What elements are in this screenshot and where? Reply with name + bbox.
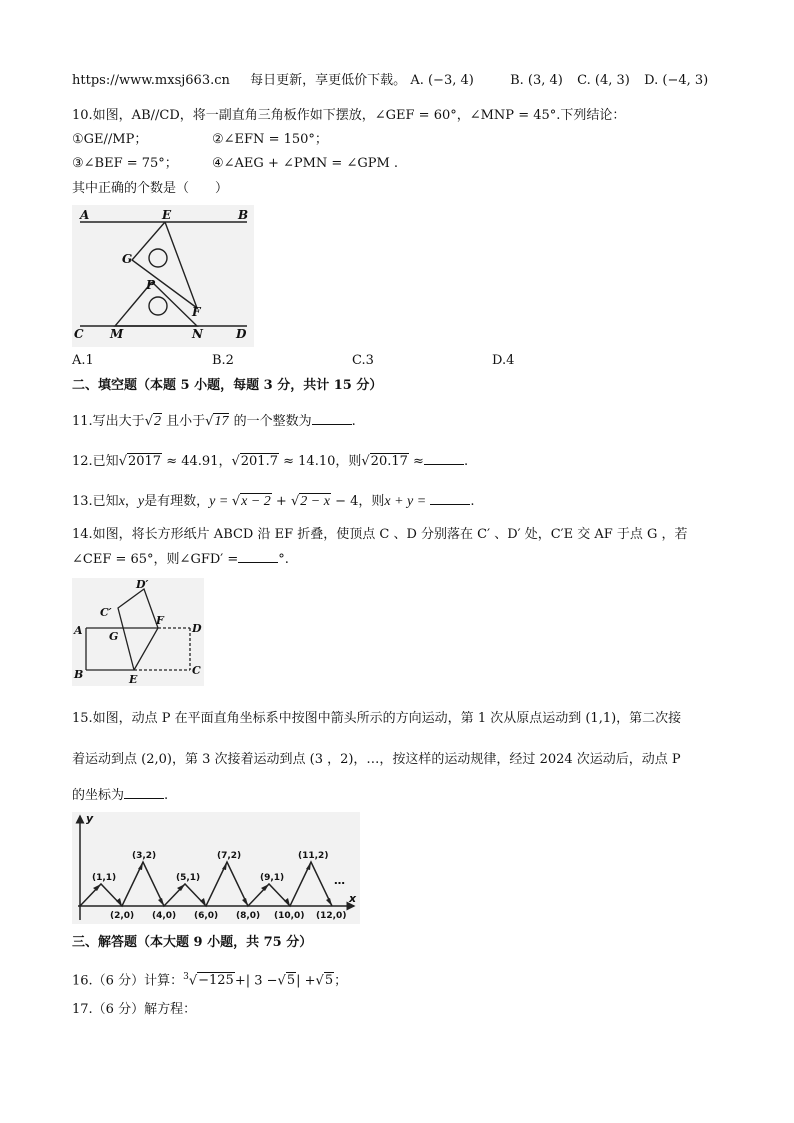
q13-var-x: x [118, 494, 125, 509]
q13-answer-blank[interactable] [430, 492, 470, 505]
q12-radicand-2: 201.7 [240, 454, 278, 469]
q13-var-y: y [137, 494, 145, 509]
q15-answer-blank[interactable] [124, 786, 164, 799]
q10-intro: 10.如图，AB//CD，将一副直角三角板作如下摆放，∠GEF = 60°，∠MNP = 45°.下列结论： [72, 108, 626, 123]
q15-bottom-4: (8,0) [236, 911, 261, 921]
q11-period: . [351, 414, 356, 429]
q10-conclusions-row1 [72, 131, 328, 149]
q11-radicand-1: 2 [153, 414, 161, 429]
q14-label-f: F [156, 614, 164, 627]
q15-bottom-2: (4,0) [152, 911, 177, 921]
q12-text-c: ≈ 14.10，则 [283, 454, 362, 469]
q15-peak-6: (11,2) [298, 851, 329, 861]
section2-title: 二、填空题（本题 5 小题，每题 3 分，共计 15 分） [72, 378, 383, 393]
q15-ellipsis: … [334, 874, 345, 887]
q13-text-c: 是有理数， [144, 494, 210, 509]
q14-label-c-prime: C′ [100, 606, 112, 619]
q14-label-g: G [109, 630, 119, 643]
q12-radicand-1: 2017 [127, 454, 162, 469]
q10-conclusion-3: ③∠BEF = 75°； [72, 156, 178, 171]
q10-label-n: N [192, 327, 203, 341]
q16-radicand-2: 5 [286, 973, 296, 989]
q15-bottom-5: (10,0) [274, 911, 305, 921]
q14-text-b: °. [278, 552, 289, 567]
q10-label-p: P [146, 278, 156, 292]
q15-peak-3: (5,1) [176, 873, 201, 883]
q15-line1: 15.如图，动点 P 在平面直角坐标系中按图中箭头所示的方向运动，第 1 次从原点运动到 (1,1)，第二次接 [72, 711, 682, 726]
q16: 16.（6 分）计算：$^3$√−125+| 3 −√5| +√5； [72, 972, 348, 989]
q10-option-b[interactable]: B.2 [212, 353, 234, 368]
q15-figure [72, 812, 360, 924]
q12-text-d: ≈ [413, 454, 424, 469]
q10-option-d[interactable]: D.4 [492, 353, 515, 368]
q15-peak-1: (1,1) [92, 873, 117, 883]
q13-text-a: 13.已知 [72, 494, 119, 509]
q16-radicand-3: 5 [324, 973, 334, 989]
q13-radicand-1: x − 2 [241, 494, 271, 509]
q13-radicand-2: 2 − x [300, 494, 330, 509]
q10-label-b: B [238, 208, 249, 222]
q12-radicand-3: 20.17 [370, 454, 408, 469]
q15-peak-5: (9,1) [260, 873, 285, 883]
q10-label-c: C [74, 327, 84, 341]
q15-axis-x-label: x [349, 892, 357, 905]
q13-text-b: ， [124, 494, 138, 509]
q16-text-b: +| 3 − [234, 973, 278, 989]
header-option-a: A. (−3, 4) [410, 73, 474, 88]
q15-line3 [72, 786, 168, 805]
q10-conclusion-2: ②∠EFN = 150°； [212, 132, 328, 147]
q16-radicand-1: −125 [198, 973, 234, 989]
header-line [72, 72, 708, 90]
q11: 11.写出大于√2 且小于√17 的一个整数为 . [72, 414, 356, 429]
header-option-b: B. (3, 4) [510, 73, 563, 88]
q15-text-a: 的坐标为 [72, 788, 125, 803]
q16-text-d: ； [334, 973, 348, 989]
q14-label-a: A [74, 624, 83, 637]
q14-line1: 14.如图，将长方形纸片 ABCD 沿 EF 折叠，使顶点 C 、D 分别落在 C′ 、D′ 处，C′E 交 AF 于点 G ，若 [72, 527, 688, 542]
q14-figure [72, 578, 204, 686]
q11-text-a: 11.写出大于 [72, 414, 145, 429]
q10-label-g: G [122, 252, 133, 266]
q13: 13.已知x，y是有理数，y = √x − 2 + √2 − x − 4，则x + y = . [72, 494, 475, 509]
q14-label-d-prime: D′ [136, 578, 149, 591]
q13-text-tail: − 4，则 [330, 494, 385, 509]
q11-text-b: 且小于 [166, 414, 206, 429]
q11-text-c: 的一个整数为 [233, 414, 312, 429]
q10-label-m: M [110, 327, 124, 341]
q10-conclusions-row2 [72, 155, 398, 173]
q15-bottom-6: (12,0) [316, 911, 347, 921]
q10-option-a[interactable]: A.1 [72, 353, 94, 368]
q17: 17.（6 分）解方程： [72, 1002, 197, 1017]
q10-conclusion-4: ④∠AEG + ∠PMN = ∠GPM . [212, 156, 399, 171]
q14-text-a: ∠CEF = 65°，则∠GFD′ = [72, 552, 239, 567]
q14-answer-blank[interactable] [238, 550, 278, 563]
q16-text-c: | + [296, 973, 316, 989]
q10-conclusion-1: ①GE//MP； [72, 132, 148, 147]
q10-label-a: A [80, 208, 90, 222]
q10-option-c[interactable]: C.3 [352, 353, 374, 368]
q12: 12.已知√2017 ≈ 44.91，√201.7 ≈ 14.10，则√20.17 ≈ . [72, 454, 469, 469]
q12-period: . [463, 454, 469, 469]
q14-label-d: D [192, 622, 202, 635]
q15-peak-2: (3,2) [132, 851, 157, 861]
q15-line2: 着运动到点 (2,0)，第 3 次接着运动到点 (3 ，2)，…，按这样的运动规律，经过 2024 次运动后，动点 P [72, 752, 681, 767]
q13-period: . [470, 494, 475, 509]
q16-cube-index: 3 [183, 972, 189, 982]
header-notice: 每日更新，享更低价下载。 [250, 73, 407, 88]
q11-radicand-2: 17 [214, 414, 229, 429]
q10-label-d: D [236, 327, 247, 341]
q13-plus: + [271, 494, 291, 509]
q15-period: . [164, 788, 169, 803]
q15-peak-4: (7,2) [217, 851, 242, 861]
q14-label-e: E [129, 673, 138, 686]
q15-axis-y-label: y [86, 812, 94, 825]
q14-label-c: C [192, 664, 201, 677]
q15-bottom-1: (2,0) [110, 911, 135, 921]
header-option-c: C. (4, 3) [577, 73, 630, 88]
q15-bottom-3: (6,0) [194, 911, 219, 921]
q16-text-a: 16.（6 分）计算： [72, 973, 184, 989]
header-option-d: D. (−4, 3) [644, 73, 709, 88]
q10-ask: 其中正确的个数是（ ） [72, 181, 229, 196]
q10-label-e: E [162, 208, 172, 222]
q10-figure [72, 205, 254, 347]
header-url[interactable]: https://www.mxsj663.cn [72, 73, 230, 88]
q10-label-f: F [192, 305, 201, 319]
q10-options [72, 352, 672, 370]
section3-title: 三、解答题（本大题 9 小题，共 75 分） [72, 935, 313, 950]
q12-text-b: ≈ 44.91， [166, 454, 232, 469]
q12-text-a: 12.已知 [72, 454, 119, 469]
q13-sum: x + y = [384, 494, 427, 509]
q12-answer-blank[interactable] [424, 452, 464, 465]
q13-equation-lhs: y = [209, 494, 232, 509]
q14-line2 [72, 550, 289, 569]
q14-label-b: B [74, 668, 84, 681]
q11-answer-blank[interactable] [312, 412, 352, 425]
